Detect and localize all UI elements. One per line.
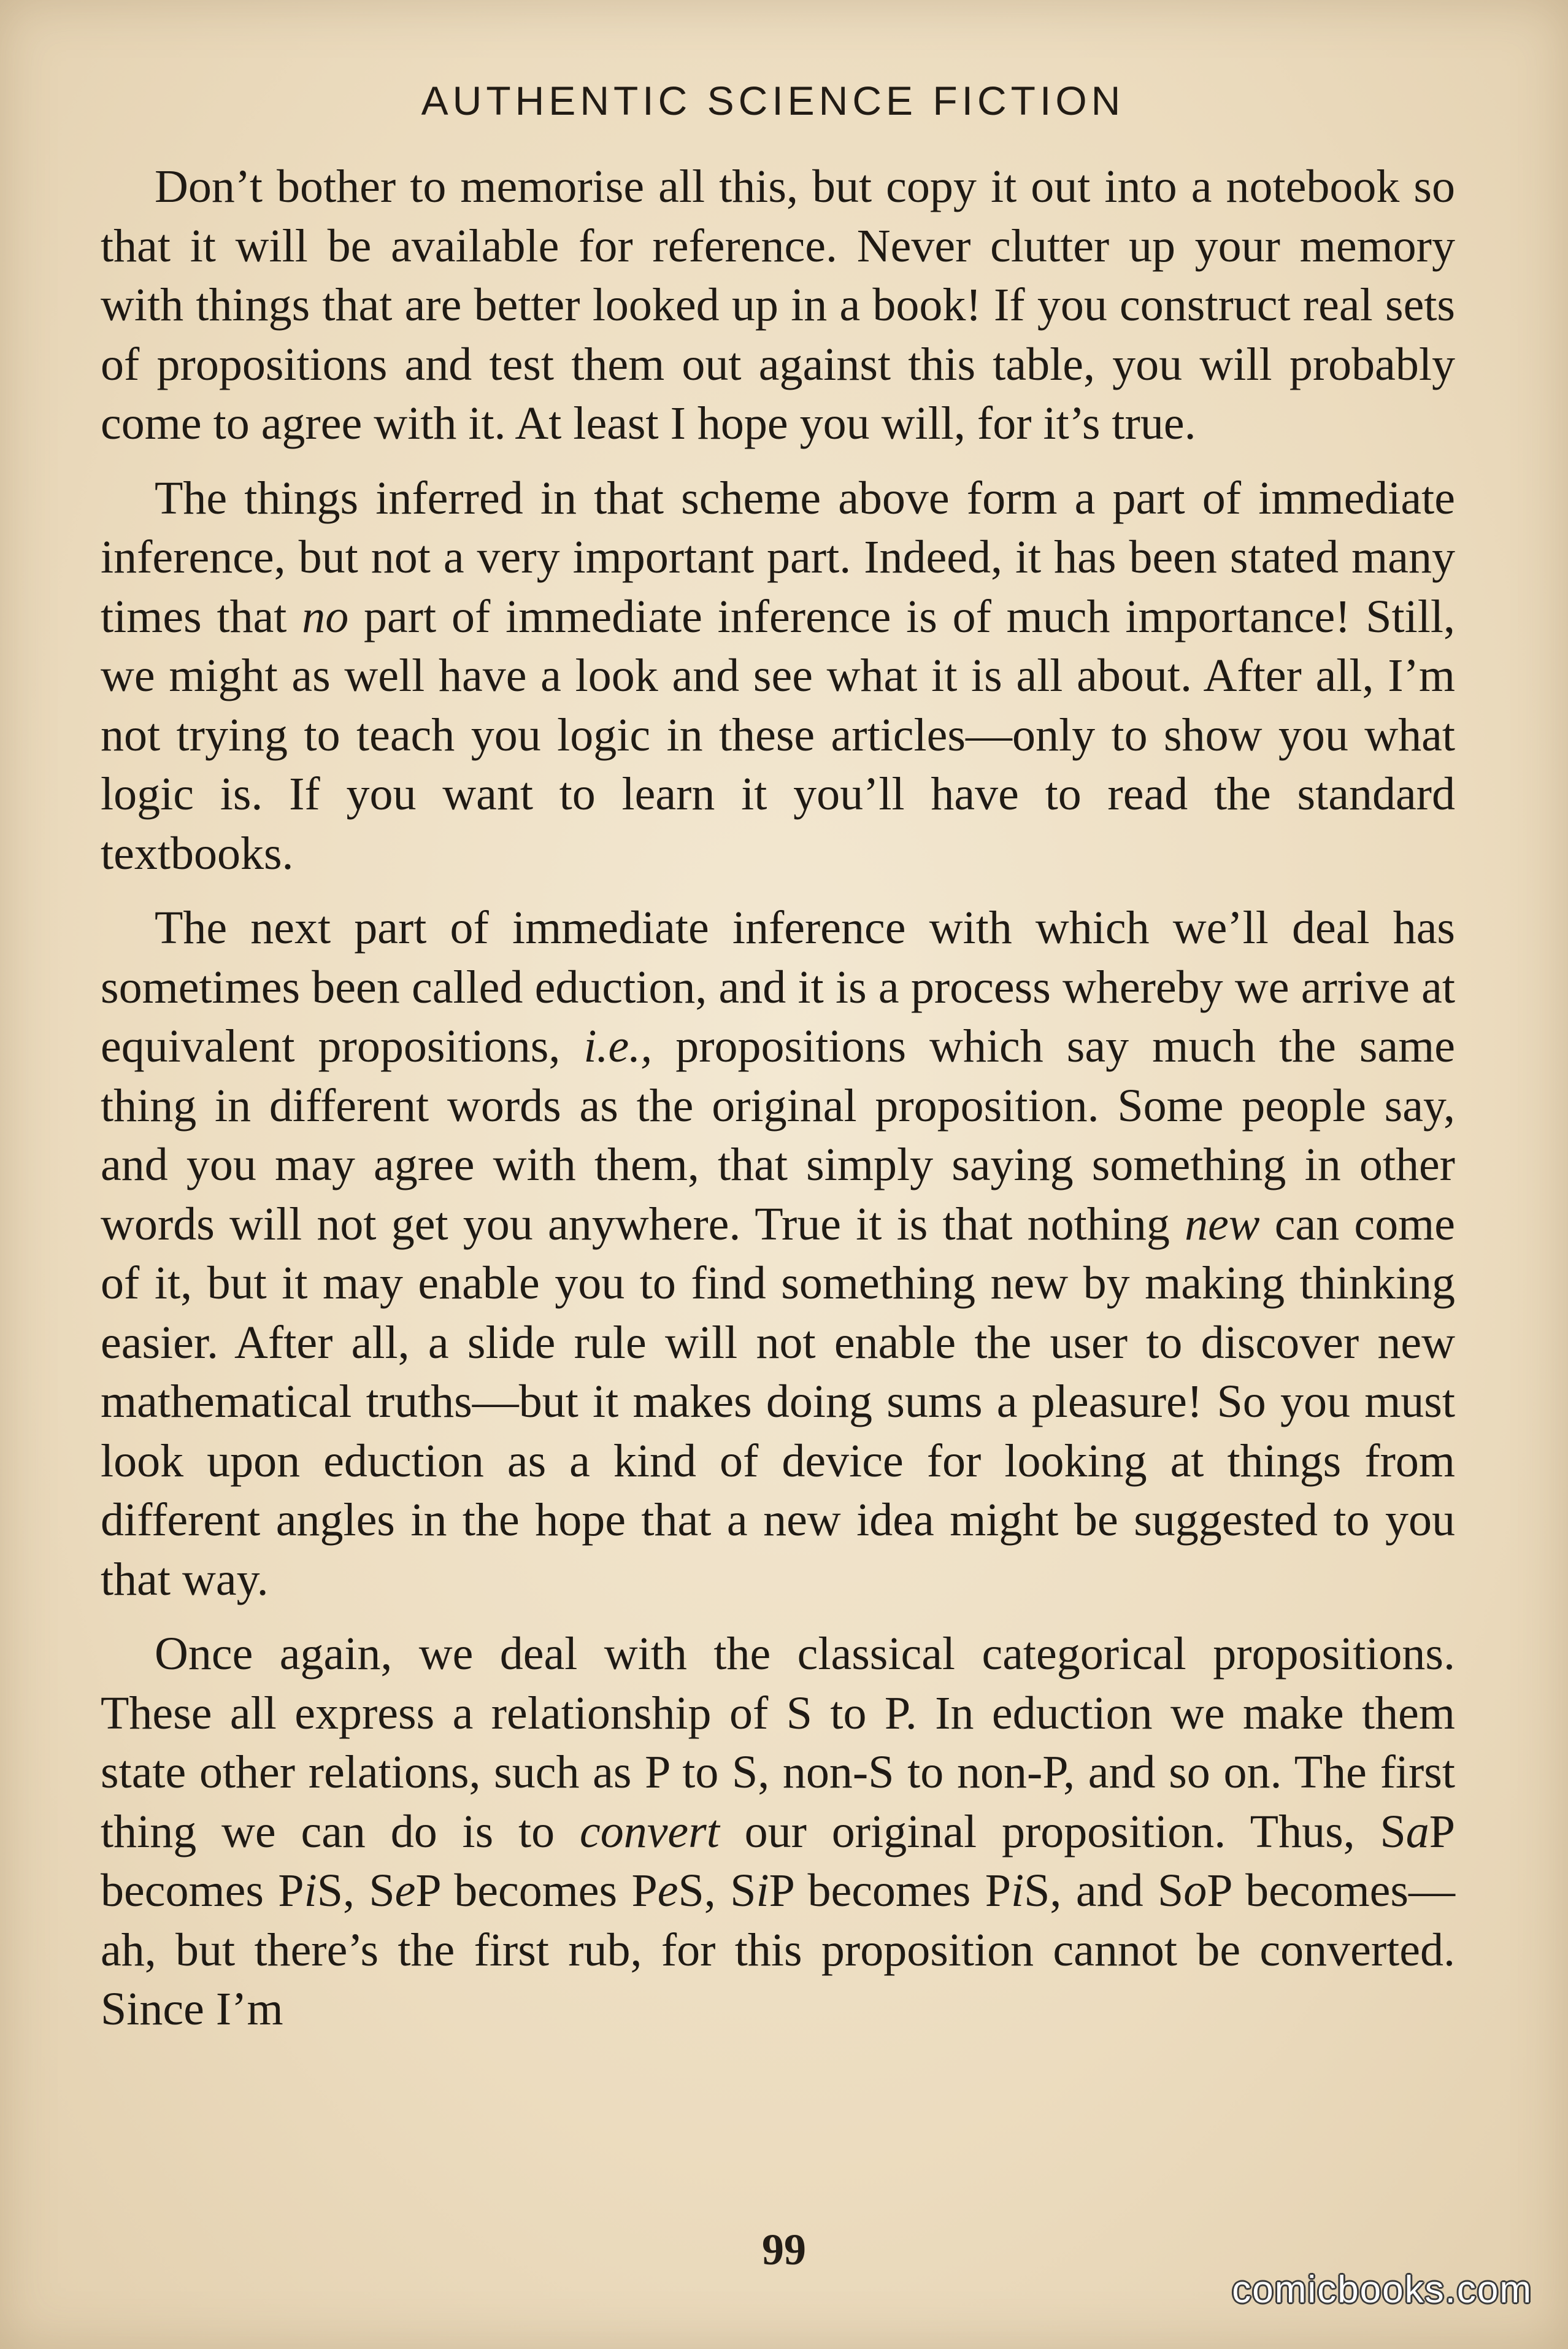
paragraph-4-text-part: P becomes P [415, 1865, 658, 1916]
paragraph-1 [101, 157, 1455, 453]
proposition-letter: i [304, 1865, 317, 1916]
paragraph-3 [101, 898, 1455, 1609]
proposition-letter: o [1183, 1865, 1207, 1916]
paragraph-4-text-part: P becomes—ah, but there’s the first rub, for this proposition cannot be converted. Since I’m [101, 1865, 1455, 2035]
paragraph-4 [101, 1624, 1455, 2039]
paragraph-4-text-part: P becomes P [101, 1805, 1455, 1916]
paragraph-4-text-part: S, and S [1024, 1865, 1184, 1916]
paragraph-3-text-part: The next part of immediate inference with which we’ll deal has sometimes been called eduction, and it is a process whereby we arrive at equivalent propositions, [101, 902, 1455, 1072]
paragraph-4-text-part: our original proposition. Thus, S [719, 1805, 1406, 1857]
page-number: 99 [762, 2225, 806, 2274]
paragraph-2 [101, 469, 1455, 884]
paragraph-2-emphasis: no [302, 590, 349, 642]
paragraph-3-emphasis: new [1185, 1198, 1260, 1250]
paragraph-3-emphasis: i.e., [583, 1020, 653, 1072]
paragraph-2-text-part: part of immediate inference is of much importance! Still, we might as well have a look and see what it is all about. After all, I’m not trying to teach you logic in these articles—only to show you what logic is. If you want to learn it you’ll have to read the standard textbooks. [101, 590, 1456, 879]
site-watermark: comicbooks.com [1232, 2269, 1532, 2311]
paragraph-2-text-part: The things inferred in that scheme above form a part of immediate inference, but not a very important part. Indeed, it has been stated many times that [101, 472, 1455, 642]
paragraph-3-text-part: propositions which say much the same thing in different words as the original proposition. Some people say, and you may agree with them, that simply saying something in other words will not get you anywhere. True it is that nothing [101, 1020, 1455, 1250]
proposition-letter: a [1405, 1805, 1429, 1857]
paragraph-4-text-part: Once again, we deal with the classical categorical propositions. These all express a relationship of S to P. In eduction we make them state other relations, such as P to S, non-S to non-P, and so on. The first thing we can do is to [101, 1628, 1455, 1857]
proposition-letter: i [756, 1865, 769, 1916]
paragraph-4-emphasis: convert [579, 1805, 720, 1857]
paragraph-4-text-part: S, S [678, 1865, 756, 1916]
paragraph-3-text-part: can come of it, but it may enable you to find something new by making thinking easier. After all, a slide rule will not enable the user to discover new mathematical truths—but it makes doing sums a pleasure! So you must look upon eduction as a kind of device for looking at things from different angles in the hope that a new idea might be suggested to you that way. [101, 1198, 1456, 1605]
proposition-letter: e [657, 1865, 678, 1916]
paragraph-1-text: Don’t bother to memorise all this, but copy it out into a notebook so that it will be available for reference. Never clutter up your memory with things that are better looked up in a book! If you construct real sets of propositions and test them out against this table, you will probably come to agree with it. At least I hope you will, for it’s true. [101, 161, 1455, 449]
paragraph-4-text-part: P becomes P [769, 1865, 1012, 1916]
paragraph-4-text-part: S, S [317, 1865, 395, 1916]
proposition-letter: e [394, 1865, 416, 1916]
proposition-letter: i [1011, 1865, 1024, 1916]
article-body [101, 157, 1455, 2054]
running-head: AUTHENTIC SCIENCE FICTION [421, 78, 1125, 123]
